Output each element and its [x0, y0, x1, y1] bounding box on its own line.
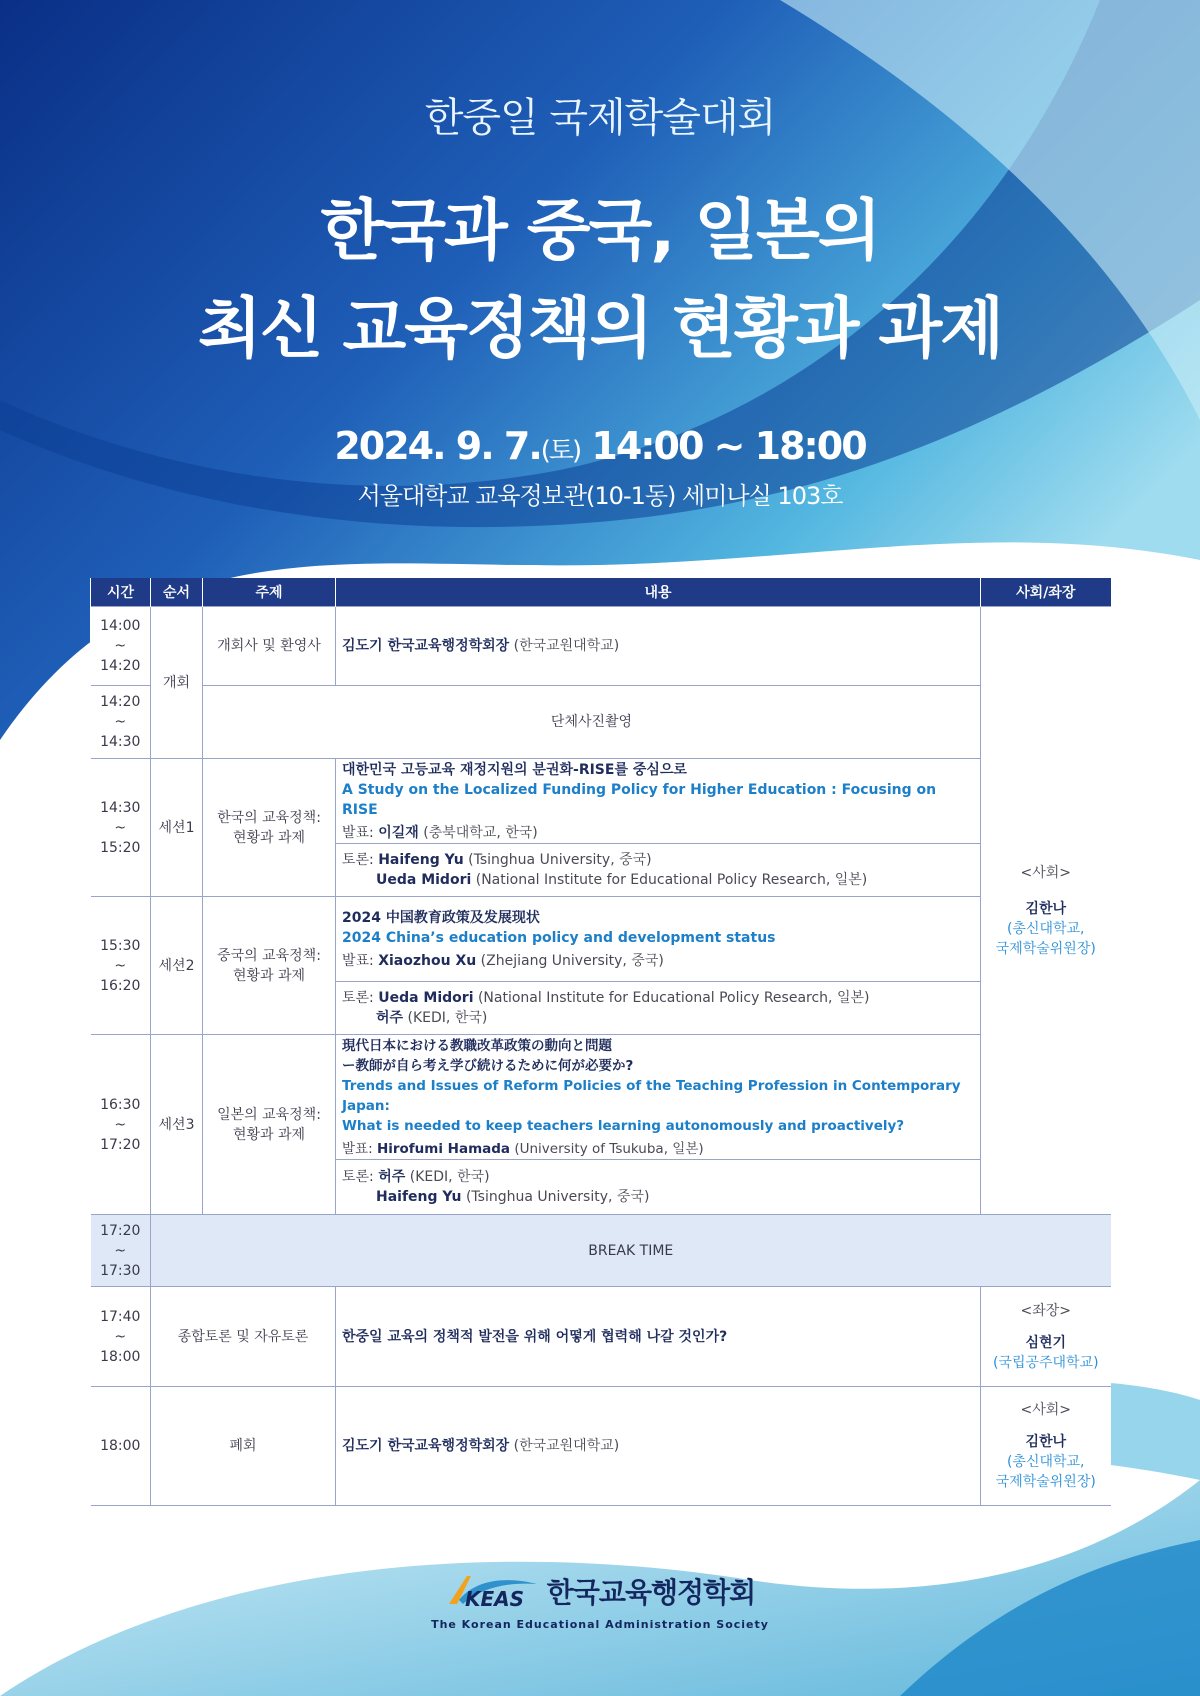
header-content: 내용 [336, 578, 981, 607]
event-datetime [0, 424, 1200, 468]
title-line-1: 한국과 중국, 일본의 [320, 192, 880, 269]
table-row [91, 1035, 1111, 1160]
table-row [91, 1387, 1111, 1506]
svg-text:KEAS: KEAS [464, 1587, 524, 1611]
topic-cell: 한국의 교육정책: 현황과 과제 [203, 759, 336, 897]
photo-cell: 단체사진촬영 [203, 686, 981, 759]
header-topic: 주제 [203, 578, 336, 607]
chair-cell: <좌장> 심현기 (국립공주대학교) [981, 1287, 1111, 1387]
table-row [91, 897, 1111, 982]
organization-logo [445, 1570, 755, 1612]
content-cell: 김도기 한국교육행정학회장 (한국교원대학교) [336, 1387, 981, 1506]
title-line-2: 최신 교육정책의 현황과 과제 [197, 290, 1002, 367]
discussant-cell: 토론: Ueda Midori (National Institute for Educational Policy Research, 일본) 허주 (KEDI, 한국) [336, 982, 981, 1035]
presentation-cell: 現代日本における教職改革政策の動向と問題 ー教師が自ら考え学び続けるために何が必要か? Trends and Issues of Reform Policies of the Teaching Profession in Contemporary Japan: What is needed to keep teachers learning autonomously and proactively? 발표: Hirofumi Hamada (University of Tsukuba, 일본) [336, 1035, 981, 1160]
time-cell: 14:00 ~ 14:20 [91, 607, 151, 686]
schedule-table [90, 578, 1111, 1506]
break-label: BREAK TIME [151, 1215, 1111, 1287]
event-time: 14:00 ~ 18:00 [591, 424, 866, 468]
order-cell: 세션3 [151, 1035, 203, 1215]
topic-cell: 중국의 교육정책: 현황과 과제 [203, 897, 336, 1035]
event-kicker: 한중일 국제학술대회 [424, 95, 776, 141]
time-cell: 14:30 ~ 15:20 [91, 759, 151, 897]
discussant-cell: 토론: 허주 (KEDI, 한국) Haifeng Yu (Tsinghua University, 중국) [336, 1160, 981, 1215]
time-cell: 15:30 ~ 16:20 [91, 897, 151, 1035]
table-row [91, 607, 1111, 686]
topic-cell: 개회사 및 환영사 [203, 607, 336, 686]
organization-name: 한국교육행정학회 [546, 1576, 756, 1609]
event-venue: 서울대학교 교육정보관(10-1동) 세미나실 103호 [357, 482, 843, 510]
topic-cell: 폐회 [151, 1387, 336, 1506]
break-row [91, 1215, 1111, 1287]
order-cell: 개회 [151, 607, 203, 759]
moderator-cell: <사회> 김한나 (총신대학교, 국제학술위원장) [981, 607, 1111, 1215]
moderator-cell: <사회> 김한나 (총신대학교, 국제학술위원장) [981, 1387, 1111, 1506]
discussant-cell: 토론: Haifeng Yu (Tsinghua University, 중국) Ueda Midori (National Institute for Educational Policy Research, 일본) [336, 844, 981, 897]
time-cell: 17:40 ~ 18:00 [91, 1287, 151, 1387]
presentation-cell: 대한민국 고등교육 재정지원의 분권화-RISE를 중심으로 A Study on the Localized Funding Policy for Higher Education : Focusing on RISE 발표: 이길재 (충북대학교, 한국) [336, 759, 981, 844]
keas-logo-icon [445, 1570, 541, 1612]
header-time: 시간 [91, 578, 151, 607]
content-cell: 김도기 한국교육행정학회장 (한국교원대학교) [336, 607, 981, 686]
table-row [91, 759, 1111, 844]
organization-name-en: The Korean Educational Administration Society [431, 1618, 769, 1631]
header-order: 순서 [151, 578, 203, 607]
topic-cell: 종합토론 및 자유토론 [151, 1287, 336, 1387]
event-title [0, 182, 1200, 378]
header-moderator: 사회/좌장 [981, 578, 1111, 607]
time-cell: 16:30 ~ 17:20 [91, 1035, 151, 1215]
footer [0, 1570, 1200, 1631]
table-header-row [91, 578, 1111, 607]
time-cell: 14:20 ~ 14:30 [91, 686, 151, 759]
event-day: (토) [540, 436, 581, 466]
order-cell: 세션2 [151, 897, 203, 1035]
content-cell: 한중일 교육의 정책적 발전을 위해 어떻게 협력해 나갈 것인가? [336, 1287, 981, 1387]
topic-cell: 일본의 교육정책: 현황과 과제 [203, 1035, 336, 1215]
time-cell: 18:00 [91, 1387, 151, 1506]
table-row [91, 1287, 1111, 1387]
time-cell: 17:20 ~ 17:30 [91, 1215, 151, 1287]
order-cell: 세션1 [151, 759, 203, 897]
presentation-cell: 2024 中国教育政策及发展现状 2024 China’s education policy and development status 발표: Xiaozhou Xu (Zhejiang University, 중국) [336, 897, 981, 982]
event-date: 2024. 9. 7. [334, 424, 541, 468]
table-row [91, 686, 1111, 759]
